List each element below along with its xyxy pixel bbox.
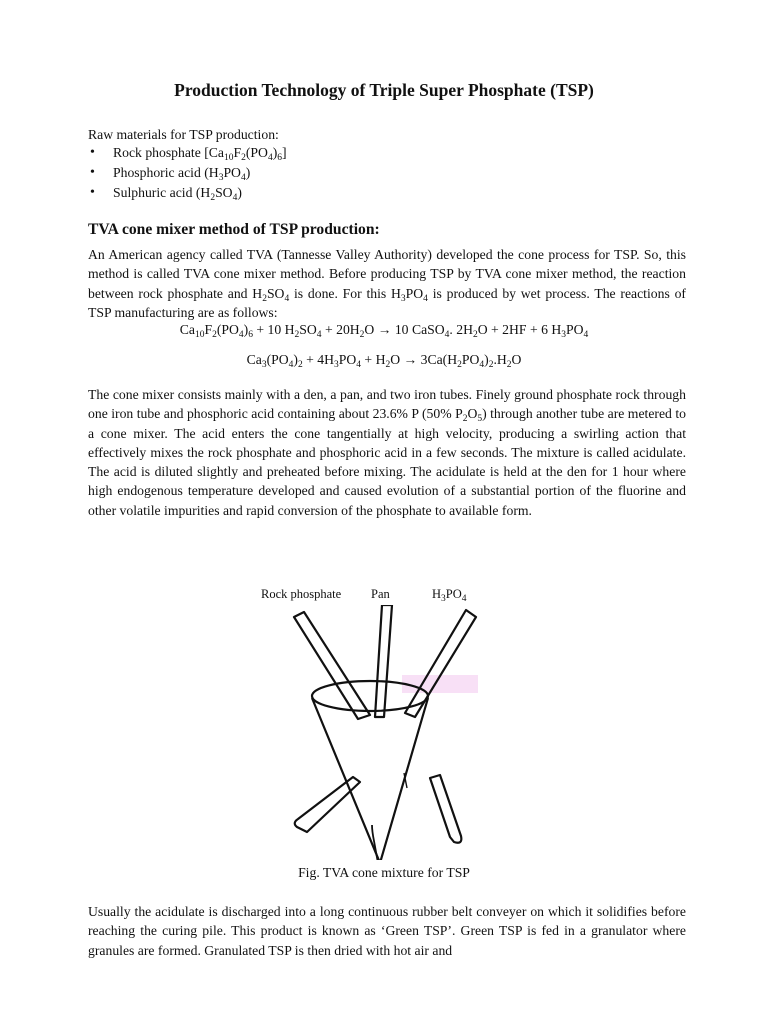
- left-discharge-tube: [295, 777, 360, 832]
- equation-2: $Ca_3(PO_4)_2 + 4H_3PO_4 + H_2O \to 3Ca(H_2PO_4)_2.H_2O$: [246, 352, 522, 370]
- paragraph-intro-tva: An American agency called TVA (Tannesse Valley Authority) developed the cone process for TSP. So, this method is called TVA cone mixer method. Before producing TSP by TVA cone mixer method, the reaction between rock phosphate and $H_2SO_4$ is done. For this $H_3PO_4$ is produced by wet process. The reactions of TSP manufacturing are as follows:: [88, 247, 686, 320]
- section-heading: TVA cone mixer method of TSP production:: [88, 221, 380, 238]
- cone-tip-crease: [372, 825, 378, 860]
- pan-tube: [375, 605, 392, 717]
- h3po4-tube: [405, 610, 476, 717]
- list-item: • Sulphuric acid $(H_2SO_4)$: [88, 183, 287, 203]
- paragraph-green-tsp: Usually the acidulate is discharged into a long continuous rubber belt conveyer on which it solidifies before reaching the curing pile. This product is known as ‘Green TSP’. Green TSP is fed in a granulator where granules are formed. Granulated TSP is then dried with hot air and: [88, 904, 686, 958]
- figure-caption: Fig. TVA cone mixture for TSP: [298, 865, 470, 880]
- figure-label-rock-phosphate: Rock phosphate: [261, 587, 342, 601]
- raw-materials-intro: Raw materials for TSP production:: [88, 127, 279, 142]
- rock-phosphate-tube: [294, 612, 370, 719]
- paragraph-cone-mixer: The cone mixer consists mainly with a den, a pan, and two iron tubes. Finely ground phosphate rock through one iron tube and phosphoric acid containing about 23.6% P (50% $P_2O_5$) through another tube are metered to a cone mixer. The acid enters the cone tangentially at high velocity, producing a swirling action that effectively mixes the rock phosphate and phosphoric acid in a few seconds. The mixture is called acidulate. The acid is diluted slightly and preheated before mixing. The acidulate is held at the den for 1 hour where high endogenous temperature developed and caused evolution of a substantial portion of the fluorine and other volatile impurities and rapid conversion of the phosphate to available form.: [88, 387, 686, 518]
- raw-materials-list: [88, 143, 287, 202]
- cone-rim: [312, 681, 428, 711]
- figure-label-h3po4: $H_3PO_4$: [432, 587, 467, 604]
- right-discharge-tube: [430, 775, 461, 843]
- list-item: • Rock phosphate $[Ca_{10}F_2(PO_4)_6]$: [88, 143, 287, 163]
- cone-body: [312, 698, 428, 860]
- cone-mixer-diagram: [280, 605, 490, 860]
- page-title: Production Technology of Triple Super Phosphate (TSP): [174, 80, 594, 100]
- figure-label-pan: Pan: [371, 587, 390, 601]
- equation-1: $Ca_{10}F_2(PO_4)_6 + 10$ $H_2SO_4 + 20H_2O \to 10$ CaSO$_4$. $2H_2O + 2HF + 6$ $H_3PO_4$: [179, 322, 589, 340]
- list-item: • Phosphoric acid $(H_3PO_4)$: [88, 163, 287, 183]
